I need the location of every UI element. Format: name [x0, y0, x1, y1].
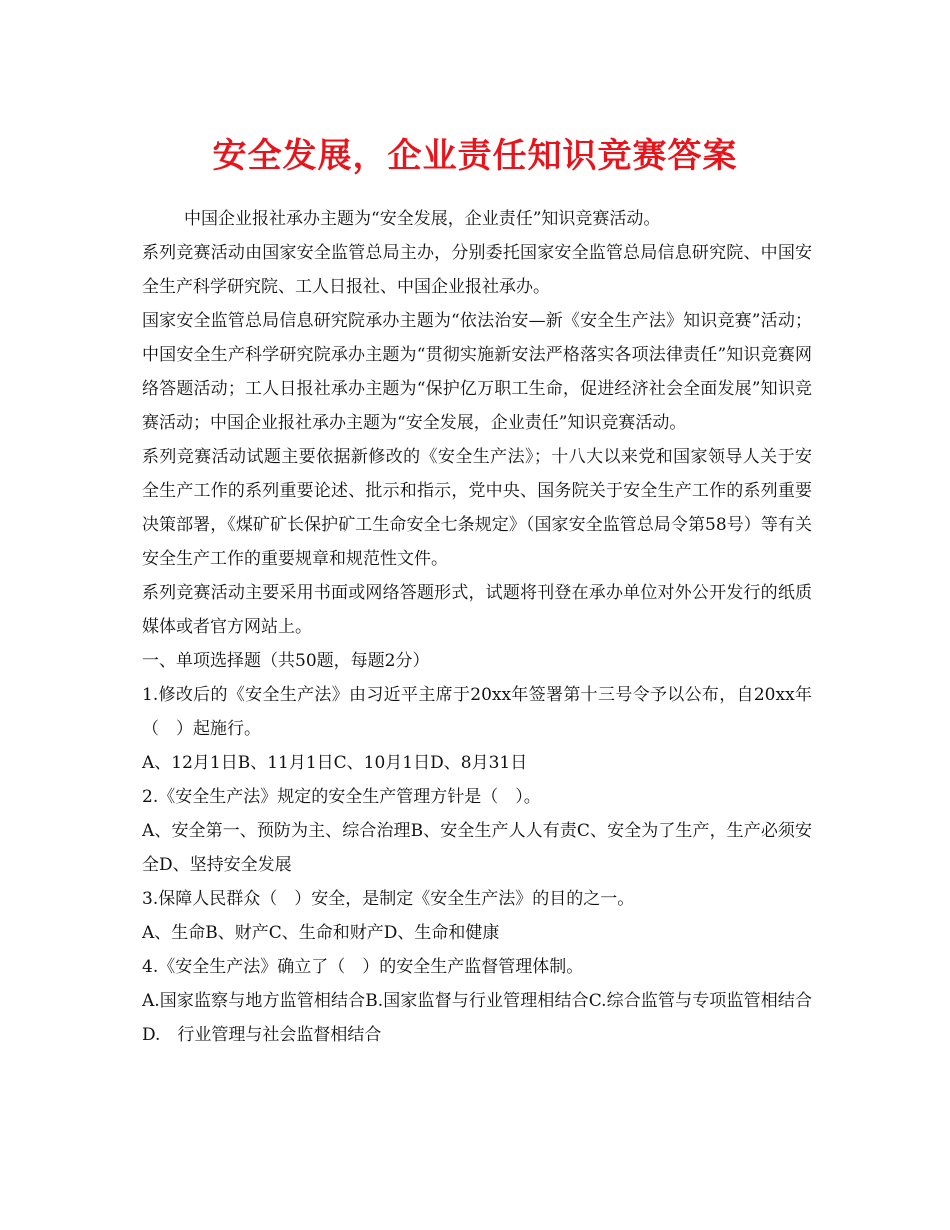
question-3-options: A、生命B、财产C、生命和财产D、生命和健康	[142, 923, 500, 943]
paragraph-intro: 中国企业报社承办主题为“安全发展，企业责任”知识竞赛活动。	[184, 209, 661, 229]
question-4: 4.《安全生产法》确立了（ ）的安全生产监督管理体制。	[142, 957, 584, 977]
paragraph-themes: 国家安全监管总局信息研究院承办主题为“依法治安—新《安全生产法》知识竞赛”活动；中国安全生产科学研究院承办主题为“贯彻实施新安法严格落实各项法律责任”知识竞赛网络答题活动；工人日报社承办主题为“保护亿万职工生命，促进经济社会全面发展”知识竞赛活动；中国企业报社承办主题为“安全发展，企业责任”知识竞赛活动。	[142, 311, 812, 433]
question-4-options: A.国家监察与地方监管相结合B.国家监督与行业管理相结合C.综合监管与专项监管相结合D. 行业管理与社会监督相结合	[142, 991, 812, 1045]
paragraph-format: 系列竞赛活动主要采用书面或网络答题形式，试题将刊登在承办单位对外公开发行的纸质媒体或者官方网站上。	[142, 583, 812, 637]
paragraph-organizers: 系列竞赛活动由国家安全监管总局主办，分别委托国家安全监管总局信息研究院、中国安全生产科学研究院、工人日报社、中国企业报社承办。	[142, 243, 812, 297]
question-1: 1.修改后的《安全生产法》由习近平主席于20xx年签署第十三号令予以公布，自20xx年（ ）起施行。	[142, 685, 812, 739]
section-heading: 一、单项选择题（共50题，每题2分）	[142, 651, 430, 671]
question-1-options: A、12月1日B、11月1日C、10月1日D、8月31日	[142, 753, 528, 773]
question-2-options: A、安全第一、预防为主、综合治理B、安全生产人人有责C、安全为了生产，生产必须安全D、坚持安全发展	[142, 821, 812, 875]
document-body	[142, 202, 812, 1052]
question-2: 2.《安全生产法》规定的安全生产管理方针是（ ）。	[142, 787, 541, 807]
document-title: 安全发展，企业责任知识竞赛答案	[212, 136, 738, 176]
paragraph-basis: 系列竞赛活动试题主要依据新修改的《安全生产法》；十八大以来党和国家领导人关于安全生产工作的系列重要论述、批示和指示，党中央、国务院关于安全生产工作的系列重要决策部署，《煤矿矿长保护矿工生命安全七条规定》（国家安全监管总局令第58号）等有关安全生产工作的重要规章和规范性文件。	[142, 447, 812, 569]
question-3: 3.保障人民群众（ ）安全，是制定《安全生产法》的目的之一。	[142, 889, 635, 909]
